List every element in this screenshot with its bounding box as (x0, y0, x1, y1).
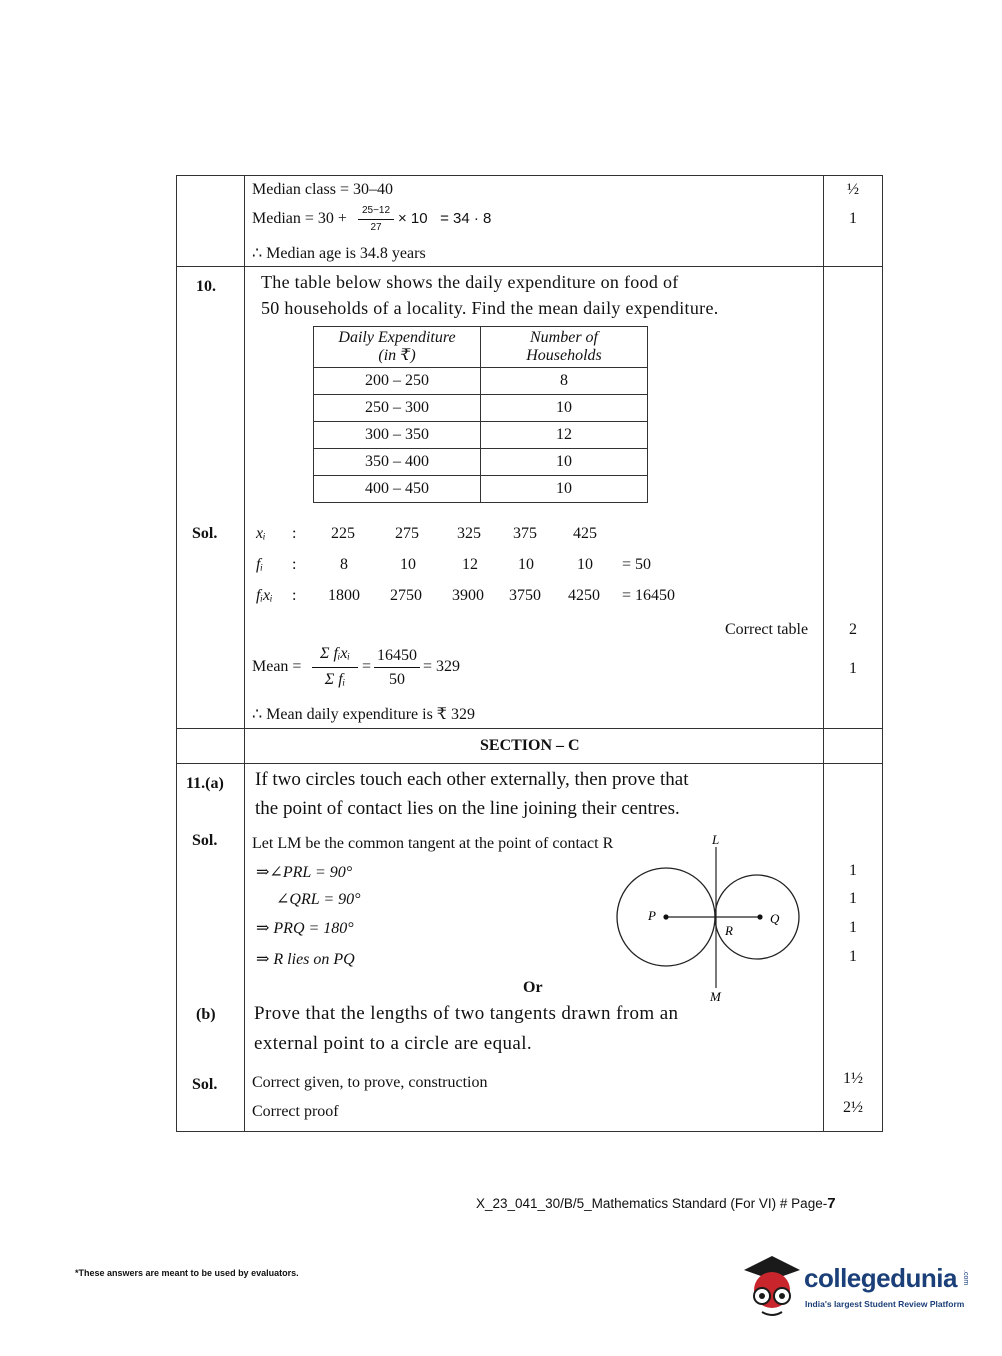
label-l: L (712, 832, 720, 847)
mean-num: 16450 (377, 647, 417, 664)
xi-value: 275 (395, 525, 419, 542)
expenditure-table (313, 326, 648, 503)
point-q (757, 914, 762, 919)
brand-name: collegedunia (804, 1263, 957, 1293)
mean-den: 50 (389, 671, 405, 688)
colon: : (292, 587, 297, 604)
xi-value: 225 (331, 525, 355, 542)
fi-value: 12 (462, 556, 478, 573)
mean-den: Σ fᵢ (324, 671, 346, 688)
colon: : (292, 525, 297, 542)
table-row: 250 – 300 10 (314, 395, 648, 422)
label-p: P (648, 908, 656, 923)
median-conclusion: ∴ Median age is 34.8 years (252, 245, 426, 262)
question-number: 11.(a) (186, 775, 224, 792)
mark: 1 (849, 948, 857, 965)
col-divider-left (244, 175, 245, 1132)
touching-circles-diagram (600, 825, 820, 1010)
table-header-row (314, 327, 648, 368)
fi-total: = 50 (622, 556, 652, 573)
fixi-value: 2750 (390, 587, 422, 604)
page-number: 7 (827, 1195, 836, 1212)
fi-value: 10 (518, 556, 534, 573)
table-header: Daily Expenditure (in ₹) (314, 327, 481, 368)
fi-value: 8 (340, 556, 348, 573)
row-divider (176, 728, 883, 729)
question-text: If two circles touch each other externally, then prove that (255, 769, 689, 790)
mark: 1 (849, 660, 857, 677)
sol-label: Sol. (192, 525, 218, 542)
fixi-value: 3900 (452, 587, 484, 604)
col-divider-right (823, 175, 824, 1132)
mark: 1 (849, 890, 857, 907)
question-number: (b) (196, 1006, 216, 1023)
sol-line: ⇒ R lies on PQ (256, 951, 355, 968)
table-row: 300 – 350 12 (314, 422, 648, 449)
mark: 2½ (843, 1099, 863, 1116)
row-divider (176, 266, 883, 267)
mean-conclusion: ∴ Mean daily expenditure is ₹ 329 (252, 706, 475, 723)
label-m: M (710, 989, 721, 1004)
fi-value: 10 (400, 556, 416, 573)
fi-label: fᵢ (256, 556, 263, 573)
xi-value: 425 (573, 525, 597, 542)
table-header: Number of Households (481, 327, 648, 368)
mark: 2 (849, 621, 857, 638)
sol-line: Correct given, to prove, construction (252, 1074, 488, 1091)
fraction-bar (374, 667, 420, 668)
fraction-bar (312, 667, 358, 668)
question-text: The table below shows the daily expenditure on food of (261, 272, 679, 292)
or-separator: Or (523, 979, 543, 996)
table-row: 350 – 400 10 (314, 449, 648, 476)
sol-line: ∠QRL = 90° (276, 891, 361, 908)
question-text: external point to a circle are equal. (254, 1033, 533, 1054)
table-row: 400 – 450 10 (314, 476, 648, 503)
fixi-value: 1800 (328, 587, 360, 604)
evaluator-disclaimer: *These answers are meant to be used by evaluators. (75, 1268, 299, 1278)
question-number: 10. (196, 278, 216, 295)
section-heading: SECTION – C (480, 737, 580, 754)
sol-line: Let LM be the common tangent at the point of contact R (252, 835, 614, 852)
median-lhs: Median = 30 + (252, 210, 347, 227)
median-frac-bar (358, 219, 394, 220)
median-class: Median class = 30–40 (252, 181, 393, 198)
point-p (663, 914, 668, 919)
xi-value: 325 (457, 525, 481, 542)
xi-value: 375 (513, 525, 537, 542)
mean-label: Mean = (252, 658, 302, 675)
sol-line: ⇒ PRQ = 180° (256, 920, 354, 937)
label-r: R (725, 923, 733, 938)
question-text: 50 households of a locality. Find the mean daily expenditure. (261, 298, 719, 318)
sol-label: Sol. (192, 832, 218, 849)
sol-line: ⇒∠PRL = 90° (256, 864, 353, 881)
page-code: X_23_041_30/B/5_Mathematics Standard (For VI) # Page-7 (476, 1195, 836, 1212)
fixi-value: 3750 (509, 587, 541, 604)
question-text: the point of contact lies on the line joining their centres. (255, 798, 680, 819)
median-frac-num: 25−12 (361, 205, 391, 216)
mark: 1 (849, 862, 857, 879)
mark: 1 (849, 210, 857, 227)
median-frac-den: 27 (370, 222, 382, 233)
correct-table-note: Correct table (725, 621, 809, 638)
mean-num: Σ fᵢxᵢ (319, 645, 351, 662)
fixi-total: = 16450 (622, 587, 676, 604)
median-rhs: × 10 = 34 · 8 (398, 210, 492, 227)
fi-value: 10 (577, 556, 593, 573)
row-divider (176, 763, 883, 764)
brand-tagline: India's largest Student Review Platform (805, 1299, 965, 1309)
question-text: Prove that the lengths of two tangents drawn from an (254, 1003, 679, 1024)
fixi-value: 4250 (568, 587, 600, 604)
mark: 1½ (843, 1070, 863, 1087)
table-row: 200 – 250 8 (314, 368, 648, 395)
mean-result: = 329 (423, 658, 461, 675)
fixi-label: fᵢxᵢ (256, 587, 273, 604)
brand-suffix: .com (962, 1270, 969, 1286)
sol-line: Correct proof (252, 1103, 339, 1120)
mascot-logo-icon (740, 1250, 802, 1320)
label-q: Q (770, 911, 780, 926)
sol-label: Sol. (192, 1076, 218, 1093)
xi-label: xᵢ (256, 525, 266, 542)
colon: : (292, 556, 297, 573)
equals: = (362, 658, 372, 675)
mark: ½ (847, 181, 859, 198)
mark: 1 (849, 919, 857, 936)
